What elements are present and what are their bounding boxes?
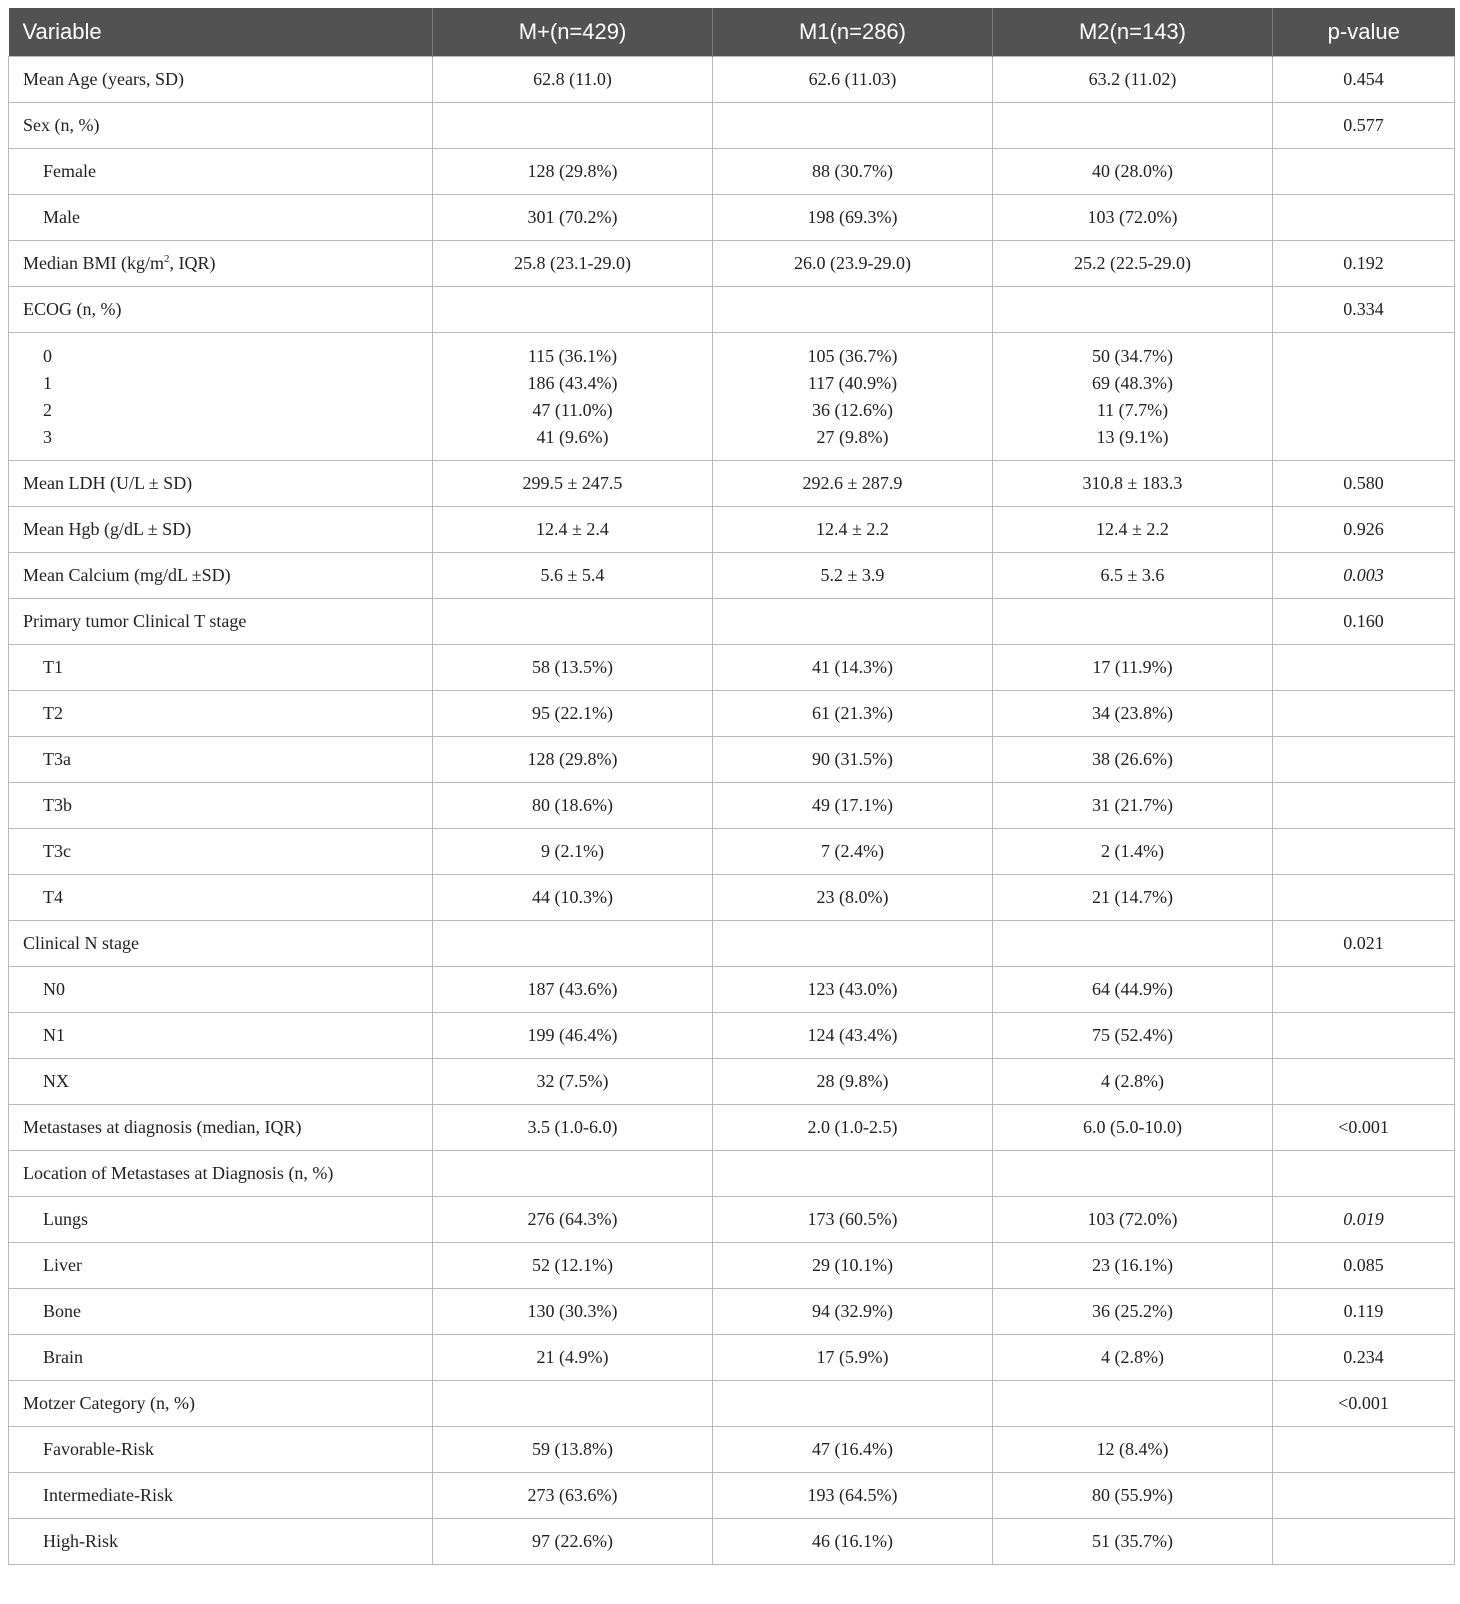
ecog-value: 47 (11.0%): [532, 399, 613, 420]
baseline-characteristics-table: [8, 8, 1455, 1565]
row-label: Mean Calcium (mg/dL ±SD): [9, 553, 433, 599]
cell-m2: 38 (26.6%): [993, 737, 1273, 783]
row-label: Mean Age (years, SD): [9, 57, 433, 103]
table-row-ecog-levels: [9, 333, 1455, 461]
ecog-value: 11 (7.7%): [1096, 399, 1169, 420]
cell-m2: [993, 333, 1273, 461]
cell-m1: [713, 1381, 993, 1427]
cell-m1: 23 (8.0%): [713, 875, 993, 921]
table-row: [9, 1289, 1455, 1335]
cell-m1: 26.0 (23.9-29.0): [713, 241, 993, 287]
cell-m1: 62.6 (11.03): [713, 57, 993, 103]
cell-m-plus: 128 (29.8%): [433, 149, 713, 195]
ecog-value: 41 (9.6%): [536, 426, 609, 447]
cell-p-value: 0.019: [1273, 1197, 1455, 1243]
cell-m1: 5.2 ± 3.9: [713, 553, 993, 599]
table-container: [8, 8, 1454, 1565]
cell-p-value: <0.001: [1273, 1381, 1455, 1427]
row-label: Primary tumor Clinical T stage: [9, 599, 433, 645]
ecog-level-label: 2: [43, 399, 52, 420]
row-label: High-Risk: [9, 1519, 433, 1565]
cell-p-value: [1273, 1473, 1455, 1519]
cell-m1: 41 (14.3%): [713, 645, 993, 691]
cell-m-plus: [433, 1151, 713, 1197]
cell-p-value: [1273, 195, 1455, 241]
row-label: T4: [9, 875, 433, 921]
header-m-plus: M+(n=429): [433, 8, 713, 57]
cell-m-plus: 299.5 ± 247.5: [433, 461, 713, 507]
row-label: ECOG (n, %): [9, 287, 433, 333]
cell-m1: 193 (64.5%): [713, 1473, 993, 1519]
table-row: [9, 921, 1455, 967]
ecog-value: 27 (9.8%): [816, 426, 889, 447]
cell-m-plus: 5.6 ± 5.4: [433, 553, 713, 599]
header-variable: Variable: [9, 8, 433, 57]
cell-m-plus: 62.8 (11.0): [433, 57, 713, 103]
cell-p-value: [1273, 149, 1455, 195]
cell-m-plus: 44 (10.3%): [433, 875, 713, 921]
cell-m2: 2 (1.4%): [993, 829, 1273, 875]
cell-p-value: [1273, 645, 1455, 691]
cell-m2: 25.2 (22.5-29.0): [993, 241, 1273, 287]
ecog-value: 117 (40.9%): [807, 372, 898, 393]
cell-m2: [993, 103, 1273, 149]
table-row: [9, 783, 1455, 829]
cell-m1: 49 (17.1%): [713, 783, 993, 829]
cell-m2: 6.5 ± 3.6: [993, 553, 1273, 599]
header-m2: M2(n=143): [993, 8, 1273, 57]
cell-p-value: 0.085: [1273, 1243, 1455, 1289]
ecog-level-label: 0: [43, 345, 52, 366]
cell-m-plus: 12.4 ± 2.4: [433, 507, 713, 553]
table-row: [9, 461, 1455, 507]
cell-p-value: 0.003: [1273, 553, 1455, 599]
table-row: [9, 1473, 1455, 1519]
cell-p-value: 0.234: [1273, 1335, 1455, 1381]
cell-m1: 94 (32.9%): [713, 1289, 993, 1335]
cell-p-value: 0.119: [1273, 1289, 1455, 1335]
cell-m2: 12 (8.4%): [993, 1427, 1273, 1473]
cell-m-plus: 32 (7.5%): [433, 1059, 713, 1105]
cell-m2: 63.2 (11.02): [993, 57, 1273, 103]
cell-m-plus: [433, 1381, 713, 1427]
row-label: T2: [9, 691, 433, 737]
cell-m-plus: [433, 287, 713, 333]
row-label: Lungs: [9, 1197, 433, 1243]
row-label: Mean LDH (U/L ± SD): [9, 461, 433, 507]
cell-p-value: [1273, 737, 1455, 783]
table-row: [9, 1427, 1455, 1473]
cell-m2: [993, 921, 1273, 967]
cell-p-value: 0.926: [1273, 507, 1455, 553]
cell-m-plus: 58 (13.5%): [433, 645, 713, 691]
cell-m2: 75 (52.4%): [993, 1013, 1273, 1059]
cell-p-value: [1273, 1151, 1455, 1197]
table-row: [9, 1381, 1455, 1427]
cell-p-value: [1273, 1519, 1455, 1565]
table-row: [9, 737, 1455, 783]
header-row: [9, 8, 1455, 57]
ecog-value: 115 (36.1%): [527, 345, 618, 366]
cell-m2: [993, 1381, 1273, 1427]
cell-m-plus: 130 (30.3%): [433, 1289, 713, 1335]
cell-p-value: [1273, 1013, 1455, 1059]
ecog-value: 186 (43.4%): [527, 372, 618, 393]
cell-m2: 6.0 (5.0-10.0): [993, 1105, 1273, 1151]
cell-m1: 90 (31.5%): [713, 737, 993, 783]
row-label: NX: [9, 1059, 433, 1105]
row-label: [9, 241, 433, 287]
row-label: Metastases at diagnosis (median, IQR): [9, 1105, 433, 1151]
ecog-value: 50 (34.7%): [1092, 345, 1173, 366]
cell-m2: 36 (25.2%): [993, 1289, 1273, 1335]
cell-m2: 103 (72.0%): [993, 1197, 1273, 1243]
cell-p-value: 0.334: [1273, 287, 1455, 333]
cell-m-plus: 301 (70.2%): [433, 195, 713, 241]
cell-m-plus: 21 (4.9%): [433, 1335, 713, 1381]
table-row: [9, 507, 1455, 553]
row-label: Motzer Category (n, %): [9, 1381, 433, 1427]
table-row: [9, 1197, 1455, 1243]
cell-m1: [713, 103, 993, 149]
row-label: T3c: [9, 829, 433, 875]
bmi-label-suffix: , IQR): [169, 253, 216, 273]
row-label: Female: [9, 149, 433, 195]
cell-m2: 51 (35.7%): [993, 1519, 1273, 1565]
table-row: [9, 1105, 1455, 1151]
row-label: Intermediate-Risk: [9, 1473, 433, 1519]
row-label: Clinical N stage: [9, 921, 433, 967]
cell-m2: 23 (16.1%): [993, 1243, 1273, 1289]
table-row: [9, 691, 1455, 737]
table-header: [9, 8, 1455, 57]
cell-p-value: 0.577: [1273, 103, 1455, 149]
row-label: T1: [9, 645, 433, 691]
table-row: [9, 103, 1455, 149]
cell-m2: 21 (14.7%): [993, 875, 1273, 921]
cell-m-plus: 52 (12.1%): [433, 1243, 713, 1289]
table-body: [9, 57, 1455, 1565]
cell-m2: [993, 1151, 1273, 1197]
table-row: [9, 1519, 1455, 1565]
cell-m1: 123 (43.0%): [713, 967, 993, 1013]
cell-m-plus: 3.5 (1.0-6.0): [433, 1105, 713, 1151]
cell-m2: 17 (11.9%): [993, 645, 1273, 691]
row-label-group: [9, 333, 433, 461]
cell-p-value: 0.021: [1273, 921, 1455, 967]
cell-m1: 17 (5.9%): [713, 1335, 993, 1381]
cell-m2: 34 (23.8%): [993, 691, 1273, 737]
cell-m1: 88 (30.7%): [713, 149, 993, 195]
cell-m1: 61 (21.3%): [713, 691, 993, 737]
row-label: Location of Metastases at Diagnosis (n, %): [9, 1151, 433, 1197]
cell-m-plus: [433, 333, 713, 461]
cell-m2: 12.4 ± 2.2: [993, 507, 1273, 553]
cell-m-plus: 273 (63.6%): [433, 1473, 713, 1519]
cell-p-value: 0.454: [1273, 57, 1455, 103]
table-row: [9, 287, 1455, 333]
cell-m-plus: 199 (46.4%): [433, 1013, 713, 1059]
cell-m-plus: 59 (13.8%): [433, 1427, 713, 1473]
ecog-level-label: 1: [43, 372, 52, 393]
cell-m1: 47 (16.4%): [713, 1427, 993, 1473]
row-label: Liver: [9, 1243, 433, 1289]
cell-m1: [713, 1151, 993, 1197]
cell-m-plus: [433, 103, 713, 149]
cell-m-plus: 25.8 (23.1-29.0): [433, 241, 713, 287]
row-label: T3a: [9, 737, 433, 783]
cell-m1: 12.4 ± 2.2: [713, 507, 993, 553]
ecog-value: 36 (12.6%): [812, 399, 893, 420]
table-row: [9, 875, 1455, 921]
row-label: Mean Hgb (g/dL ± SD): [9, 507, 433, 553]
table-row: [9, 1059, 1455, 1105]
row-label: T3b: [9, 783, 433, 829]
cell-m1: [713, 287, 993, 333]
table-row: [9, 57, 1455, 103]
row-label: Bone: [9, 1289, 433, 1335]
cell-m2: 4 (2.8%): [993, 1059, 1273, 1105]
cell-m-plus: 187 (43.6%): [433, 967, 713, 1013]
cell-p-value: [1273, 829, 1455, 875]
ecog-value: 105 (36.7%): [807, 345, 898, 366]
bmi-label-superscript: 2: [164, 253, 170, 265]
cell-m1: 2.0 (1.0-2.5): [713, 1105, 993, 1151]
cell-p-value: 0.160: [1273, 599, 1455, 645]
table-row: [9, 1335, 1455, 1381]
cell-m2: 103 (72.0%): [993, 195, 1273, 241]
table-row: [9, 1243, 1455, 1289]
bmi-label-prefix: Median BMI (kg/m: [23, 253, 164, 273]
cell-p-value: <0.001: [1273, 1105, 1455, 1151]
cell-m1: 124 (43.4%): [713, 1013, 993, 1059]
cell-m1: [713, 599, 993, 645]
header-p-value: p-value: [1273, 8, 1455, 57]
ecog-value: 13 (9.1%): [1096, 426, 1169, 447]
row-label: Brain: [9, 1335, 433, 1381]
ecog-value: 69 (48.3%): [1092, 372, 1173, 393]
cell-m1: [713, 921, 993, 967]
cell-p-value: 0.580: [1273, 461, 1455, 507]
row-label: N0: [9, 967, 433, 1013]
cell-p-value: [1273, 875, 1455, 921]
cell-m1: 7 (2.4%): [713, 829, 993, 875]
table-row: [9, 829, 1455, 875]
cell-p-value: [1273, 333, 1455, 461]
header-m1: M1(n=286): [713, 8, 993, 57]
cell-m2: 64 (44.9%): [993, 967, 1273, 1013]
ecog-level-label: 3: [43, 426, 52, 447]
cell-p-value: [1273, 1059, 1455, 1105]
cell-m2: [993, 287, 1273, 333]
cell-m2: 80 (55.9%): [993, 1473, 1273, 1519]
cell-m-plus: 97 (22.6%): [433, 1519, 713, 1565]
cell-m1: 29 (10.1%): [713, 1243, 993, 1289]
cell-p-value: [1273, 1427, 1455, 1473]
cell-m-plus: 276 (64.3%): [433, 1197, 713, 1243]
cell-m2: 310.8 ± 183.3: [993, 461, 1273, 507]
table-row: [9, 553, 1455, 599]
table-row: [9, 1151, 1455, 1197]
table-row: [9, 195, 1455, 241]
cell-m2: [993, 599, 1273, 645]
cell-m2: 31 (21.7%): [993, 783, 1273, 829]
row-label: Sex (n, %): [9, 103, 433, 149]
cell-p-value: [1273, 783, 1455, 829]
cell-m-plus: 80 (18.6%): [433, 783, 713, 829]
row-label: Favorable-Risk: [9, 1427, 433, 1473]
cell-m-plus: 95 (22.1%): [433, 691, 713, 737]
cell-m2: 40 (28.0%): [993, 149, 1273, 195]
cell-m-plus: 128 (29.8%): [433, 737, 713, 783]
cell-m1: 46 (16.1%): [713, 1519, 993, 1565]
cell-m-plus: [433, 921, 713, 967]
cell-m-plus: 9 (2.1%): [433, 829, 713, 875]
table-row: [9, 1013, 1455, 1059]
cell-p-value: 0.192: [1273, 241, 1455, 287]
cell-m1: [713, 333, 993, 461]
cell-m-plus: [433, 599, 713, 645]
cell-p-value: [1273, 691, 1455, 737]
table-row: [9, 241, 1455, 287]
table-row: [9, 645, 1455, 691]
cell-m1: 28 (9.8%): [713, 1059, 993, 1105]
cell-m1: 198 (69.3%): [713, 195, 993, 241]
table-row: [9, 149, 1455, 195]
cell-m1: 173 (60.5%): [713, 1197, 993, 1243]
row-label: N1: [9, 1013, 433, 1059]
cell-p-value: [1273, 967, 1455, 1013]
cell-m1: 292.6 ± 287.9: [713, 461, 993, 507]
table-row: [9, 599, 1455, 645]
table-row: [9, 967, 1455, 1013]
row-label: Male: [9, 195, 433, 241]
cell-m2: 4 (2.8%): [993, 1335, 1273, 1381]
